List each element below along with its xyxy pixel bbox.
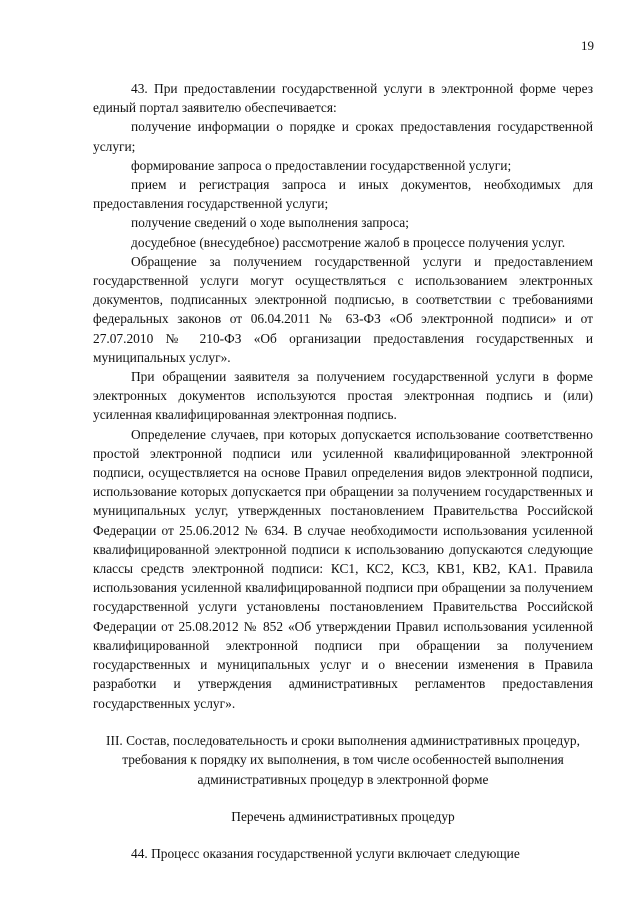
paragraph-signature-rules: Определение случаев, при которых допускается использование соответственно простой электронной подписи или усиленной квалифицированной электронной подписи, осуществляется на основе Правил определения видов электронной подписи, использование которых допускается при обращении за получением государственных и муниципальных услуг, утвержденных постановлением Правительства Российской Федерации от 25.06.2012 № 634. В случае необходимости использования усиленной квалифицированной электронной подписи к использованию допускаются следующие классы средств электронной подписи: КС1, КС2, КС3, КВ1, КВ2, КА1. Правила использования усиленной квалифицированной подписи при обращении за получением государственной услуги установлены постановлением Правительства Российской Федерации от 25.08.2012 № 852 «Об утверждении Правил использования усиленной квалифицированной электронной подписи при обращении за получением государственных и муниципальных услуг и о внесении изменения в Правила разработки и утверждения административных регламентов предоставления государственных услуг». [93, 426, 593, 711]
paragraph-44: 44. Процесс оказания государственной услуги включает следующие [131, 846, 520, 862]
list-item-info: получение информации о порядке и сроках предоставления государственной услуги; [93, 119, 593, 154]
paragraph-signature-types: При обращении заявителя за получением государственной услуги в форме электронных документов используются простая электронная подпись и (или) усиленная квалифицированная электронная подпись. [93, 369, 593, 423]
list-item-status: получение сведений о ходе выполнения запроса; [131, 215, 409, 231]
list-item-request-forming: формирование запроса о предоставлении государственной услуги; [131, 157, 512, 173]
section-heading: III. Состав, последовательность и сроки выполнения административных процедур, требования к порядку их выполнения, в том числе особенностей выполнения административных процедур в электронной форме [106, 732, 580, 787]
paragraph-43-intro: 43. При предоставлении государственной услуги в электронной форме через единый портал заявителю обеспечивается: [93, 81, 593, 116]
page-number: 19 [581, 38, 594, 53]
list-item-registration: прием и регистрация запроса и иных документов, необходимых для предоставления государственной услуги; [93, 177, 593, 212]
list-item-appeal: досудебное (внесудебное) рассмотрение жалоб в процессе получения услуг. [131, 234, 566, 250]
page-content [93, 79, 593, 864]
paragraph-electronic-documents: Обращение за получением государственной услуги и предоставлением государственной услуги могут осуществляться с использованием электронных документов, подписанных электронной подписью, в соответствии с требованиями федеральных законов от 06.04.2011 № 63-ФЗ «Об электронной подписи» и от 27.07.2010 № 210-ФЗ «Об организации предоставления государственных и муниципальных услуг». [93, 253, 593, 365]
section-subheading: Перечень административных процедур [231, 809, 455, 825]
